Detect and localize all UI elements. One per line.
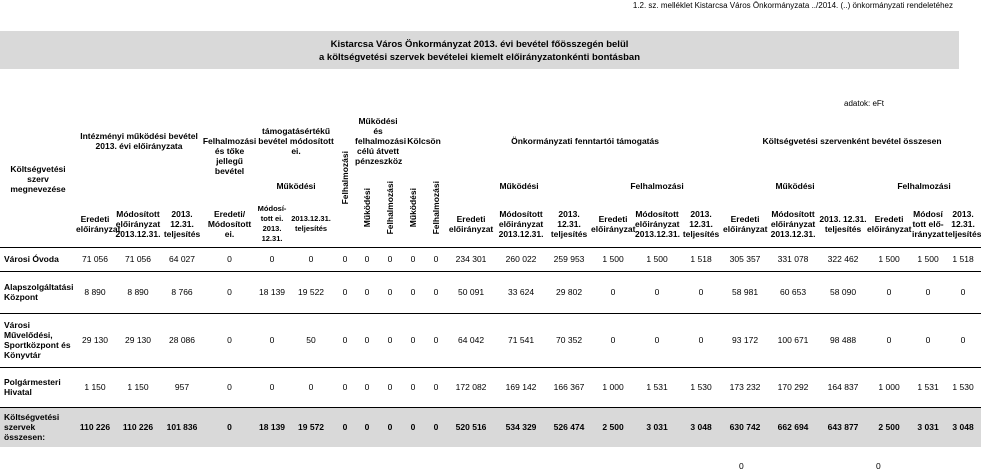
hdr-t-mukodesi: Működési: [775, 181, 815, 191]
hdr-teljesites-5: 2013. 12.31. teljesítés: [945, 208, 981, 239]
total-row: [0, 407, 981, 447]
table-cell: 29 130: [76, 313, 114, 367]
row-name: Költségvetési szervek összesen:: [0, 407, 76, 447]
table-cell: 3 031: [635, 407, 679, 447]
row-name: Városi Óvoda: [0, 247, 76, 271]
table-cell: 0: [355, 313, 379, 367]
footer-a: 0: [739, 461, 744, 471]
budget-table: [0, 111, 981, 447]
table-cell: 534 329: [495, 407, 547, 447]
table-cell: 0: [867, 313, 911, 367]
table-cell: 662 694: [767, 407, 819, 447]
table-cell: 18 139: [257, 407, 287, 447]
row-name: Polgármesteri Hivatal: [0, 367, 76, 407]
table-cell: 0: [425, 367, 447, 407]
hdr-mc-mukodesi: Működési: [362, 188, 373, 228]
table-cell: 322 462: [819, 247, 867, 271]
table-cell: 0: [202, 247, 257, 271]
table-cell: 331 078: [767, 247, 819, 271]
unit-label: adatok: eFt: [844, 99, 885, 108]
table-cell: 0: [355, 407, 379, 447]
hdr-teljesites-2: 2013. 12.31. teljesítés: [550, 208, 588, 239]
table-cell: 3 031: [911, 407, 945, 447]
table-cell: 1 000: [591, 367, 635, 407]
table-cell: 3 048: [679, 407, 723, 447]
table-cell: 60 653: [767, 271, 819, 313]
table-cell: 1 150: [76, 367, 114, 407]
hdr-eredeti-1: Eredeti előirányzat: [76, 213, 121, 234]
table-body: [0, 247, 981, 447]
table-cell: 0: [335, 313, 355, 367]
table-cell: 8 890: [114, 271, 162, 313]
table-cell: 0: [591, 271, 635, 313]
hdr-o-felhalm: Felhalmozási: [630, 181, 684, 191]
table-cell: 1 500: [591, 247, 635, 271]
table-cell: 166 367: [547, 367, 591, 407]
table-cell: 71 056: [76, 247, 114, 271]
footer-b: 0: [876, 461, 881, 471]
table-cell: 0: [425, 407, 447, 447]
table-cell: 0: [679, 313, 723, 367]
table-cell: 0: [287, 247, 335, 271]
table-cell: 0: [401, 247, 425, 271]
table-cell: 0: [401, 313, 425, 367]
title-line-1: Kistarcsa Város Önkormányzat 2013. évi bevétel főösszegén belül: [330, 39, 629, 50]
table-cell: 100 671: [767, 313, 819, 367]
table-cell: 0: [202, 367, 257, 407]
hdr-eredeti-4: Eredeti előirányzat: [723, 213, 768, 234]
table-cell: 29 130: [114, 313, 162, 367]
table-cell: 173 232: [723, 367, 767, 407]
table-cell: 58 981: [723, 271, 767, 313]
table-cell: 28 086: [162, 313, 202, 367]
table-cell: 305 357: [723, 247, 767, 271]
table-cell: 0: [257, 313, 287, 367]
table-cell: 93 172: [723, 313, 767, 367]
table-cell: 0: [335, 247, 355, 271]
table-cell: 1 531: [635, 367, 679, 407]
table-cell: 172 082: [447, 367, 495, 407]
table-cell: 0: [202, 271, 257, 313]
hdr-teljesites-3: 2013. 12.31. teljesítés: [682, 208, 720, 239]
table-cell: 234 301: [447, 247, 495, 271]
hdr-o-mukodesi: Működési: [499, 181, 539, 191]
top-note: 1.2. sz. melléklet Kistarcsa Város Önkormányzata ../2014. (..) önkormányzati rendeletéhez: [632, 1, 953, 10]
hdr-tel-2013: 2013.12.31. teljesítés: [291, 213, 331, 233]
hdr-modositott-1: Módosított előirányzat 2013.12.31.: [115, 208, 161, 239]
table-cell: 170 292: [767, 367, 819, 407]
table-cell: 64 027: [162, 247, 202, 271]
table-cell: 70 352: [547, 313, 591, 367]
hdr-kolcson: Kölcsön: [407, 136, 441, 146]
table-cell: 64 042: [447, 313, 495, 367]
hdr-modositott-4: Módosított előirányzat 2013.12.31.: [770, 208, 816, 239]
row-name: Alapszolgáltatási Központ: [0, 271, 76, 313]
hdr-eredeti-2: Eredeti előirányzat: [448, 213, 494, 234]
table-cell: 0: [911, 271, 945, 313]
table-cell: 110 226: [114, 407, 162, 447]
table-cell: 957: [162, 367, 202, 407]
table-cell: 0: [355, 271, 379, 313]
table-cell: 0: [591, 313, 635, 367]
table-cell: 0: [379, 407, 401, 447]
table-cell: 1 500: [867, 247, 911, 271]
table-cell: 0: [635, 271, 679, 313]
table-cell: 0: [202, 313, 257, 367]
hdr-modositott-3: Módosított előirányzat 2013.12.31.: [635, 208, 680, 239]
table-cell: 1 500: [635, 247, 679, 271]
table-cell: 98 488: [819, 313, 867, 367]
table-cell: 1 000: [867, 367, 911, 407]
table-cell: 0: [335, 407, 355, 447]
table-cell: 19 522: [287, 271, 335, 313]
table-cell: 0: [355, 247, 379, 271]
hdr-modositott-5: Módosí tott elő-irányzat: [911, 208, 945, 239]
table-cell: 1 531: [911, 367, 945, 407]
table-cell: 0: [379, 247, 401, 271]
table-cell: 0: [425, 247, 447, 271]
table-cell: 0: [287, 367, 335, 407]
hdr-tamogatas: támogatásértékű bevétel módosított ei.: [258, 126, 334, 156]
hdr-eredeti-5: Eredeti előirányzat: [867, 213, 912, 234]
hdr-mc-felhalm: Felhalmozási: [385, 181, 396, 235]
table-cell: 50 091: [447, 271, 495, 313]
table-row: [0, 247, 981, 271]
hdr-intezmenyi: Intézményi működési bevétel 2013. évi előirányzata: [80, 131, 198, 151]
table-cell: 101 836: [162, 407, 202, 447]
table-cell: 29 802: [547, 271, 591, 313]
table-cell: 0: [335, 271, 355, 313]
table-cell: 50: [287, 313, 335, 367]
table-cell: 0: [945, 271, 981, 313]
table-cell: 0: [679, 271, 723, 313]
table-cell: 3 048: [945, 407, 981, 447]
table-cell: 0: [867, 271, 911, 313]
table-cell: 0: [425, 271, 447, 313]
hdr-tam-mukodesi: Működési: [276, 181, 316, 191]
table-cell: 526 474: [547, 407, 591, 447]
table-cell: 0: [401, 271, 425, 313]
table-cell: 8 766: [162, 271, 202, 313]
table-cell: 0: [425, 313, 447, 367]
table-cell: 1 530: [945, 367, 981, 407]
table-cell: 0: [379, 271, 401, 313]
hdr-modositott-ei: Módosí-tott ei. 2013. 12.31.: [257, 203, 287, 243]
hdr-teljesites-4: 2013. 12.31. teljesítés: [819, 213, 867, 234]
table-cell: 0: [335, 367, 355, 407]
table-cell: 0: [945, 313, 981, 367]
hdr-t-felhalm: Felhalmozási: [897, 181, 951, 191]
table-cell: 169 142: [495, 367, 547, 407]
hdr-felhalm-toke: Felhalmozási és tőke jellegű bevétel: [202, 136, 257, 176]
table-cell: 1 150: [114, 367, 162, 407]
table-cell: 0: [911, 313, 945, 367]
table-cell: 630 742: [723, 407, 767, 447]
table-cell: 260 022: [495, 247, 547, 271]
table-row: [0, 271, 981, 313]
table-cell: 0: [635, 313, 679, 367]
table-cell: 18 139: [257, 271, 287, 313]
table-cell: 164 837: [819, 367, 867, 407]
table-cell: 2 500: [867, 407, 911, 447]
hdr-onkorm: Önkormányzati fenntartói támogatás: [511, 136, 659, 146]
table-cell: 520 516: [447, 407, 495, 447]
table-cell: 58 090: [819, 271, 867, 313]
title-bar: [0, 31, 959, 69]
hdr-eredeti-mod: Eredeti/ Módosított ei.: [207, 208, 252, 239]
table-cell: 0: [257, 367, 287, 407]
table-cell: 1 500: [911, 247, 945, 271]
hdr-felhalm-vert: Felhalmozási: [340, 151, 351, 205]
table-cell: 8 890: [76, 271, 114, 313]
table-cell: 110 226: [76, 407, 114, 447]
table-cell: 1 518: [679, 247, 723, 271]
table-cell: 71 056: [114, 247, 162, 271]
table-cell: 2 500: [591, 407, 635, 447]
table-cell: 0: [379, 367, 401, 407]
table-cell: 259 953: [547, 247, 591, 271]
hdr-total: Költségvetési szervenként bevétel összesen: [762, 136, 942, 146]
hdr-teljesites-1: 2013. 12.31. teljesítés: [163, 208, 201, 239]
hdr-eredeti-3: Eredeti előirányzat: [591, 213, 636, 234]
hdr-org: Költségvetési szerv megnevezése: [10, 163, 66, 194]
hdr-k-mukodesi: Működési: [408, 188, 419, 228]
table-cell: 19 572: [287, 407, 335, 447]
row-name: Városi Művelődési, Sportközpont és Könyvtár: [0, 313, 76, 367]
table-cell: 0: [355, 367, 379, 407]
table-cell: 1 530: [679, 367, 723, 407]
table-cell: 33 624: [495, 271, 547, 313]
table-cell: 71 541: [495, 313, 547, 367]
table-cell: 0: [379, 313, 401, 367]
table-cell: 1 518: [945, 247, 981, 271]
table-row: [0, 367, 981, 407]
table-cell: 0: [401, 367, 425, 407]
hdr-k-felhalm: Felhalmozási: [431, 181, 442, 235]
hdr-modositott-2: Módosított előirányzat 2013.12.31.: [498, 208, 544, 239]
table-row: [0, 313, 981, 367]
table-cell: 643 877: [819, 407, 867, 447]
table-cell: 0: [401, 407, 425, 447]
table-cell: 0: [257, 247, 287, 271]
hdr-mukodesi-celu: Működési és felhalmozási célú átvett pénzeszköz: [355, 116, 407, 166]
table-cell: 0: [202, 407, 257, 447]
title-line-2: a költségvetési szervek bevételei kiemelt előirányzatonkénti bontásban: [318, 52, 641, 63]
